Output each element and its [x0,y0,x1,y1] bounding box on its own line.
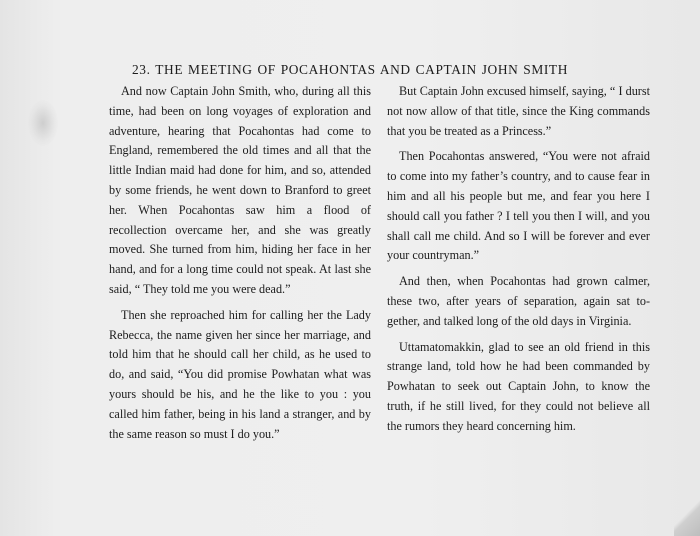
paragraph: But Captain John excused himself, saying, “ I durst not now allow of that title, since the King commands that you be treated as a Princess.” [387,84,650,138]
left-text-column [109,82,371,450]
chapter-heading [0,60,700,80]
paragraph: And then, when Pocahontas had grown calmer, these two, after years of separation, again sat together, and talked long of the old days in Virginia. [387,274,650,328]
paragraph: Then Pocahontas answered, “You were not afraid to come into my father’s country, and to cause fear in him and all his people but me, and fear you here I should call you father ? I tell you then I will, and you shall call me child. And so I will be forever and ever your countryman.” [387,149,650,263]
chapter-number: 23. [132,62,151,77]
paragraph: Uttamatomakkin, glad to see an old friend in this strange land, told how he had been commanded by Powhatan to seek out Captain John, to know the truth, if he still lived, for they could not believe all the rumors they heard concerning him. [387,339,650,433]
page-corner-edge [674,496,700,536]
paper-smudge [28,100,58,146]
chapter-title: THE MEETING OF POCAHONTAS AND CAPTAIN JOHN SMITH [155,62,568,77]
paragraph: Then she reproached him for calling her the Lady Rebecca, the name given her since her marriage, and told him that he should call her child, as he used to do, and said, “You did promise Powhatan what was yours should be his, and he the like to you : you called him father, being in his land a stranger, and by the same reason so must I do you.” [109,307,371,441]
paragraph: And now Captain John Smith, who, during all this time, had been on long voyages of exploration and adventure, hearing that Pocahontas had come to England, remembered the old times and all that the little Indian maid had done for him, and so, attended by some friends, he went down to Branford to greet her. When Pocahontas saw him a flood of recollection overcame her, and she was greatly moved. She turned from him, hiding her face in her hand, and for a long time could not speak. At last she said, “ They told me you were dead.” [109,84,371,296]
right-text-column [387,82,650,443]
